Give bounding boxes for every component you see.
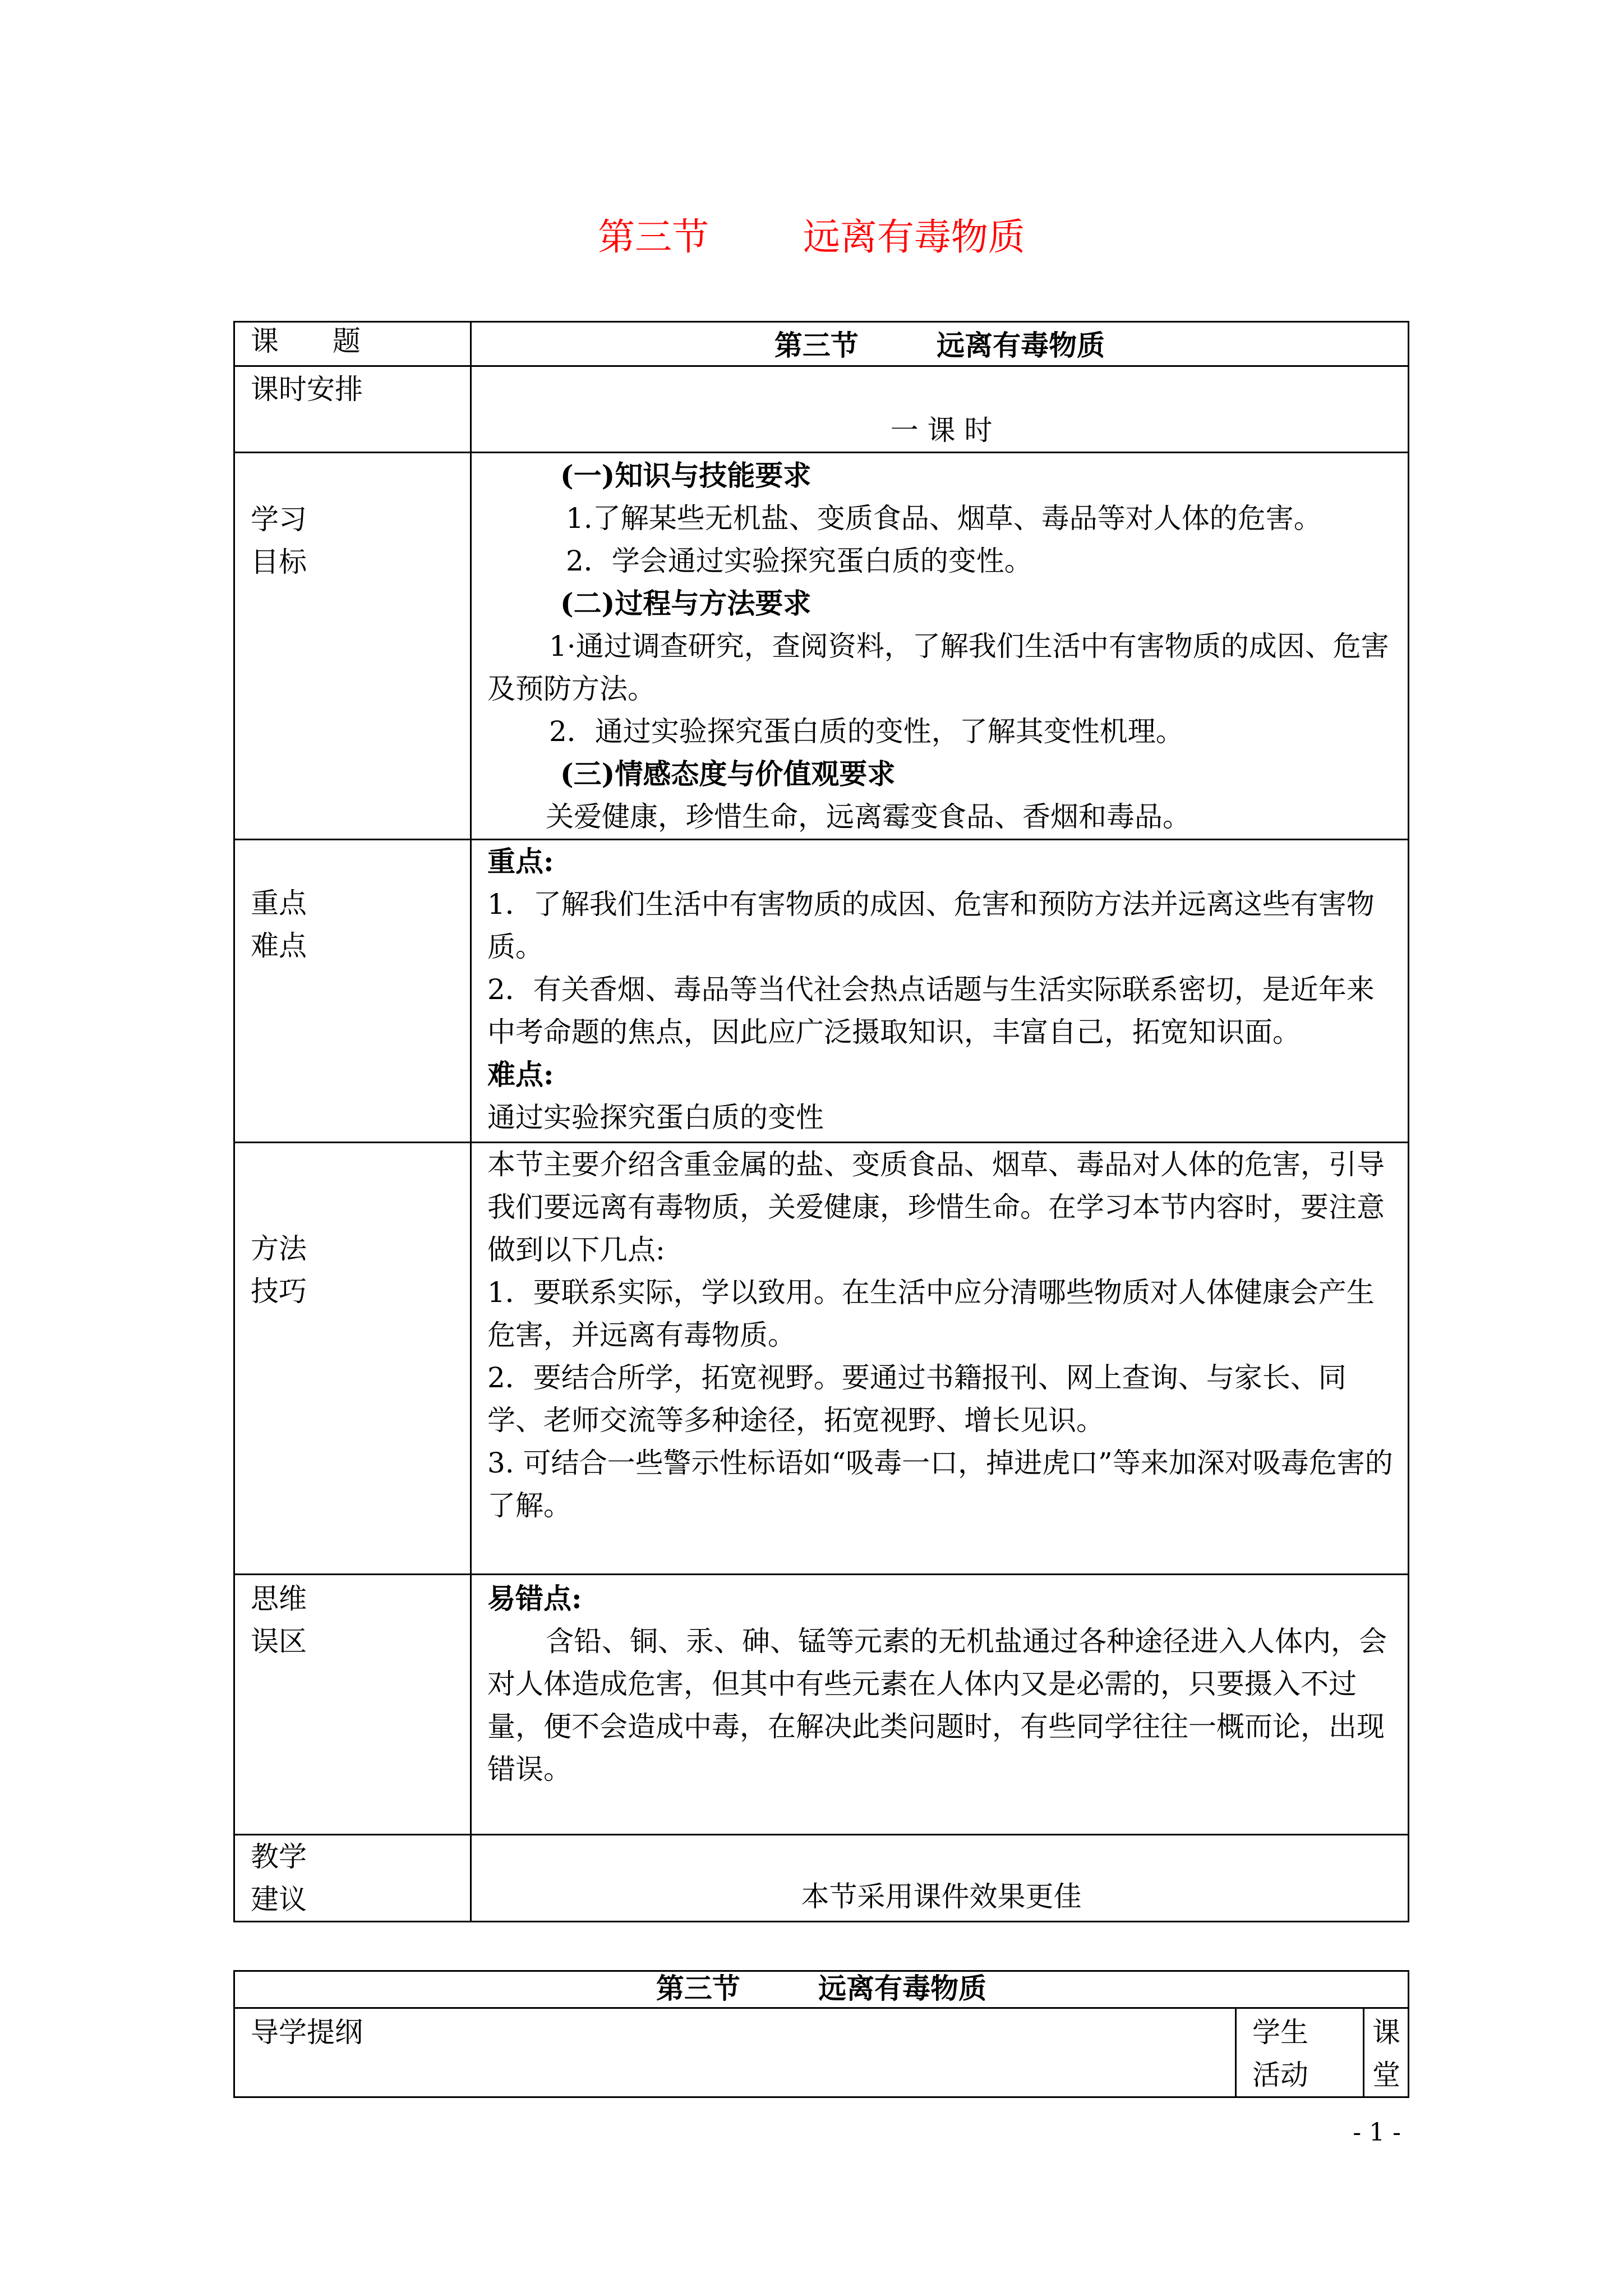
guide-title: 第三节 远离有毒物质 <box>656 1972 987 2005</box>
table-row <box>234 840 1409 1143</box>
mistake-label-line1: 思维 <box>251 1582 307 1615</box>
mistake-line: 含铅、铜、汞、砷、锰等元素的无机盐通过各种途径进入人体内，会对人体造成危害，但其中有些元素在人体内又是必需的，只要摄入不过量，便不会造成中毒，在解决此类问题时，有些同学往往一概而论，出现错误。 <box>487 1625 1387 1786</box>
mistake-label-cell <box>234 1575 471 1835</box>
table-row <box>234 366 1409 453</box>
method-label-line1: 方法 <box>251 1232 307 1265</box>
guide-table <box>233 1970 1409 2098</box>
advice-label-cell <box>234 1835 471 1922</box>
key-line: 1．了解我们生活中有害物质的成因、危害和预防方法并远离这些有害物质。 <box>487 888 1375 963</box>
goals-line: 2．通过实验探究蛋白质的变性，了解其变性机理。 <box>549 715 1184 748</box>
table-row <box>234 1575 1409 1835</box>
table-row <box>234 1835 1409 1922</box>
goals-label-cell <box>234 453 471 840</box>
goals-line: 2．学会通过实验探究蛋白质的变性。 <box>566 545 1032 577</box>
goals-label-line2: 目标 <box>251 546 307 578</box>
goals-cell <box>471 453 1409 840</box>
method-label-cell <box>234 1143 471 1575</box>
schedule-label-cell <box>234 366 471 453</box>
page-title: 第三节 远离有毒物质 <box>598 215 1025 259</box>
schedule-value: 一 课 时 <box>890 414 993 447</box>
method-label-line2: 技巧 <box>251 1275 307 1308</box>
difficulty-line: 通过实验探究蛋白质的变性 <box>487 1101 824 1134</box>
topic-value-cell <box>471 322 1409 366</box>
goals-line: 1·通过调查研究，查阅资料，了解我们生活中有害物质的成因、危害及预防方法。 <box>487 630 1389 705</box>
mistake-cell <box>471 1575 1409 1835</box>
method-line: 2．要结合所学，拓宽视野。要通过书籍报刊、网上查询、与家长、同学、老师交流等多种途径，拓宽视野、增长见识。 <box>487 1361 1347 1437</box>
topic-label: 课 题 <box>251 325 383 357</box>
key-label-line2: 难点 <box>251 930 307 962</box>
classroom-line1: 课 <box>1372 2016 1400 2049</box>
guide-title-cell <box>234 1971 1409 2008</box>
goals-line: 关爱健康，珍惜生命，远离霉变食品、香烟和毒品。 <box>546 800 1191 833</box>
goals-heading-1: (一)知识与技能要求 <box>560 459 811 492</box>
classroom-line2: 堂 <box>1372 2059 1400 2091</box>
advice-label-line1: 教学 <box>251 1841 307 1873</box>
lesson-plan-table <box>233 321 1409 1922</box>
table-row <box>234 2008 1409 2097</box>
method-cell <box>471 1143 1409 1575</box>
goals-heading-3: (三)情感态度与价值观要求 <box>560 757 896 790</box>
student-activity-line1: 学生 <box>1252 2016 1308 2049</box>
key-label-cell <box>234 840 471 1143</box>
key-label-line1: 重点 <box>251 887 307 919</box>
table-row <box>234 453 1409 840</box>
guide-outline-label: 导学提纲 <box>251 2016 363 2049</box>
advice-label-line2: 建议 <box>251 1883 307 1916</box>
method-line: 3. 可结合一些警示性标语如“吸毒一口，掉进虎口”等来加深对吸毒危害的了解。 <box>487 1447 1393 1522</box>
method-line: 1．要联系实际，学以致用。在生活中应分清哪些物质对人体健康会产生危害，并远离有毒物质。 <box>487 1276 1375 1351</box>
schedule-value-cell <box>471 366 1409 453</box>
topic-label-cell <box>234 322 471 366</box>
key-line: 2．有关香烟、毒品等当代社会热点话题与生活实际联系密切，是近年来中考命题的焦点，因此应广泛摄取知识，丰富自己，拓宽知识面。 <box>487 973 1375 1048</box>
method-line: 本节主要介绍含重金属的盐、变质食品、烟草、毒品对人体的危害，引导我们要远离有毒物质，关爱健康，珍惜生命。在学习本节内容时，要注意做到以下几点: <box>487 1148 1385 1266</box>
classroom-cell <box>1364 2008 1409 2097</box>
table-row <box>234 1143 1409 1575</box>
key-points-cell <box>471 840 1409 1143</box>
advice-cell <box>471 1835 1409 1922</box>
student-activity-cell <box>1236 2008 1364 2097</box>
topic-value: 第三节 远离有毒物质 <box>774 329 1105 362</box>
goals-label-line1: 学习 <box>251 503 307 536</box>
goals-heading-2: (二)过程与方法要求 <box>560 587 811 620</box>
guide-outline-cell <box>234 2008 1236 2097</box>
mistake-heading: 易错点: <box>487 1582 582 1615</box>
advice-value: 本节采用课件效果更佳 <box>801 1880 1082 1913</box>
table-row <box>234 1971 1409 2008</box>
page-number: - 1 - <box>1353 2118 1401 2147</box>
student-activity-line2: 活动 <box>1252 2059 1308 2091</box>
key-heading: 重点: <box>487 845 554 878</box>
mistake-label-line2: 误区 <box>251 1625 307 1658</box>
schedule-label: 课时安排 <box>251 373 363 406</box>
table-row <box>234 322 1409 366</box>
goals-line: 1.了解某些无机盐、变质食品、烟草、毒品等对人体的危害。 <box>566 502 1322 535</box>
difficulty-heading: 难点: <box>487 1058 554 1091</box>
